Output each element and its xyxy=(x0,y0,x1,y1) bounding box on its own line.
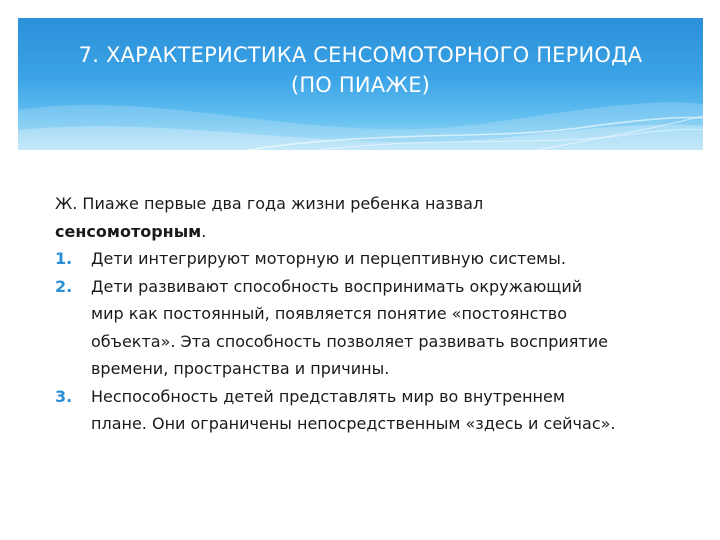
list-item-text: времени, пространства и причины. xyxy=(91,359,390,378)
intro-paragraph xyxy=(55,190,695,245)
list-item xyxy=(55,383,695,438)
slide-title xyxy=(18,40,703,100)
list-number: 2. xyxy=(55,276,73,296)
intro-bold-term: сенсомоторным xyxy=(55,221,202,241)
list-item xyxy=(55,273,695,383)
list-item-text: Дети интегрируют моторную и перцептивную системы. xyxy=(91,249,566,268)
list-item-text: мир как постоянный, появляется понятие «постоянство xyxy=(91,304,568,323)
title-line-1: 7. ХАРАКТЕРИСТИКА СЕНСОМОТОРНОГО ПЕРИОДА xyxy=(78,43,643,67)
intro-line-1: Ж. Пиаже первые два года жизни ребенка назвал xyxy=(55,194,484,213)
list-item-text: Дети развивают способность воспринимать окружающий xyxy=(91,276,583,296)
list-item xyxy=(55,245,695,273)
numbered-list xyxy=(55,245,695,438)
slide-body xyxy=(55,190,695,438)
list-item-text: объекта». Эта способность позволяет развивать восприятие xyxy=(91,331,608,351)
list-number: 1. xyxy=(55,249,73,268)
intro-end: . xyxy=(201,221,207,241)
list-item-text: плане. Они ограничены непосредственным «здесь и сейчас». xyxy=(91,414,616,433)
list-number: 3. xyxy=(55,386,73,406)
title-line-2: (ПО ПИАЖЕ) xyxy=(290,73,431,97)
list-item-text: Неспособность детей представлять мир во внутреннем xyxy=(91,386,565,406)
